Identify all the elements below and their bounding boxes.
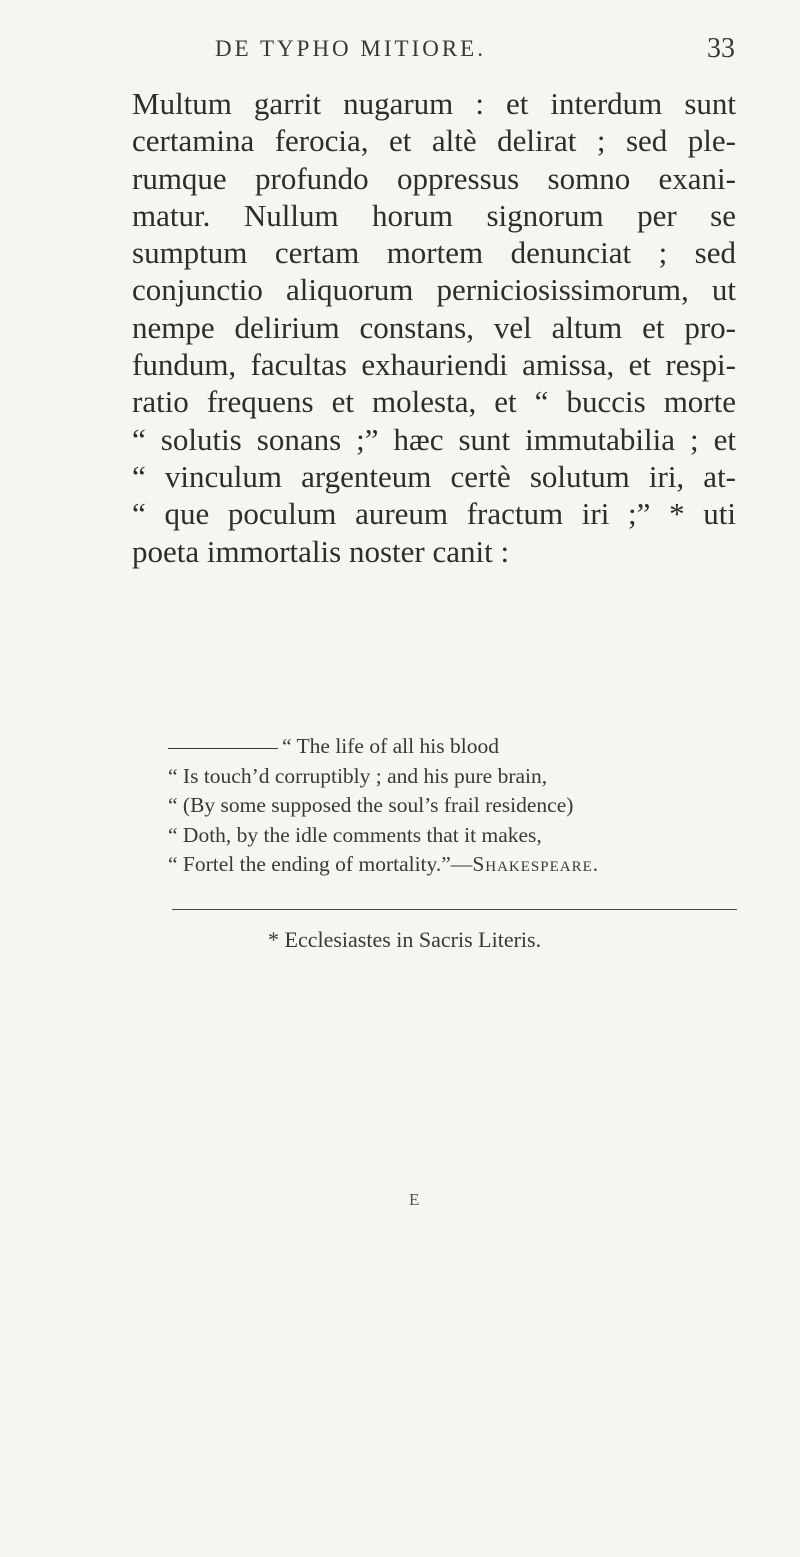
body-line: sumptum certam mortem denunciat ; sed <box>132 235 736 271</box>
signature-mark: E <box>409 1190 420 1209</box>
page-number: 33 <box>707 33 735 64</box>
verse-attribution: Shakespeare. <box>472 852 600 876</box>
footnote-rule <box>172 909 737 910</box>
verse-line-text: “ The life of all his blood <box>282 734 499 758</box>
body-line: fundum, facultas exhauriendi amissa, et respi- <box>132 347 736 383</box>
verse-line: “ (By some supposed the soul’s frail residence) <box>168 793 574 817</box>
body-line: ratio frequens et molesta, et “ buccis morte <box>132 384 736 420</box>
verse-first-line <box>168 732 728 762</box>
verse-line-text: “ Fortel the ending of mortality.”— <box>168 852 473 876</box>
page-header <box>215 33 735 70</box>
lead-dash <box>168 748 278 749</box>
body-line: certamina ferocia, et altè delirat ; sed ple- <box>132 123 736 159</box>
verse-line: “ Doth, by the idle comments that it makes, <box>168 822 542 847</box>
body-line: poeta immortalis noster canit : <box>132 533 510 569</box>
verse-quotation <box>168 732 728 880</box>
body-line: rumque profundo oppressus somno exani- <box>132 160 736 196</box>
body-line: conjunctio aliquorum perniciosissimorum, ut <box>132 272 736 308</box>
body-paragraph <box>132 85 736 570</box>
body-line: matur. Nullum horum signorum per se <box>132 197 736 233</box>
body-line: nempe delirium constans, vel altum et pro- <box>132 309 736 345</box>
verse-line: “ Is touch’d corruptibly ; and his pure brain, <box>168 763 548 788</box>
body-line: “ solutis sonans ;” hæc sunt immutabilia ; et <box>132 421 736 457</box>
body-line: “ vinculum argenteum certè solutum iri, at- <box>132 458 736 494</box>
footnote: * Ecclesiastes in Sacris Literis. <box>268 927 542 952</box>
body-line: Multum garrit nugarum : et interdum sunt <box>132 86 736 121</box>
verse-last-line <box>168 850 728 880</box>
running-title: DE TYPHO MITIORE. <box>215 36 486 61</box>
body-line: “ que poculum aureum fractum iri ;” * uti <box>132 496 736 532</box>
